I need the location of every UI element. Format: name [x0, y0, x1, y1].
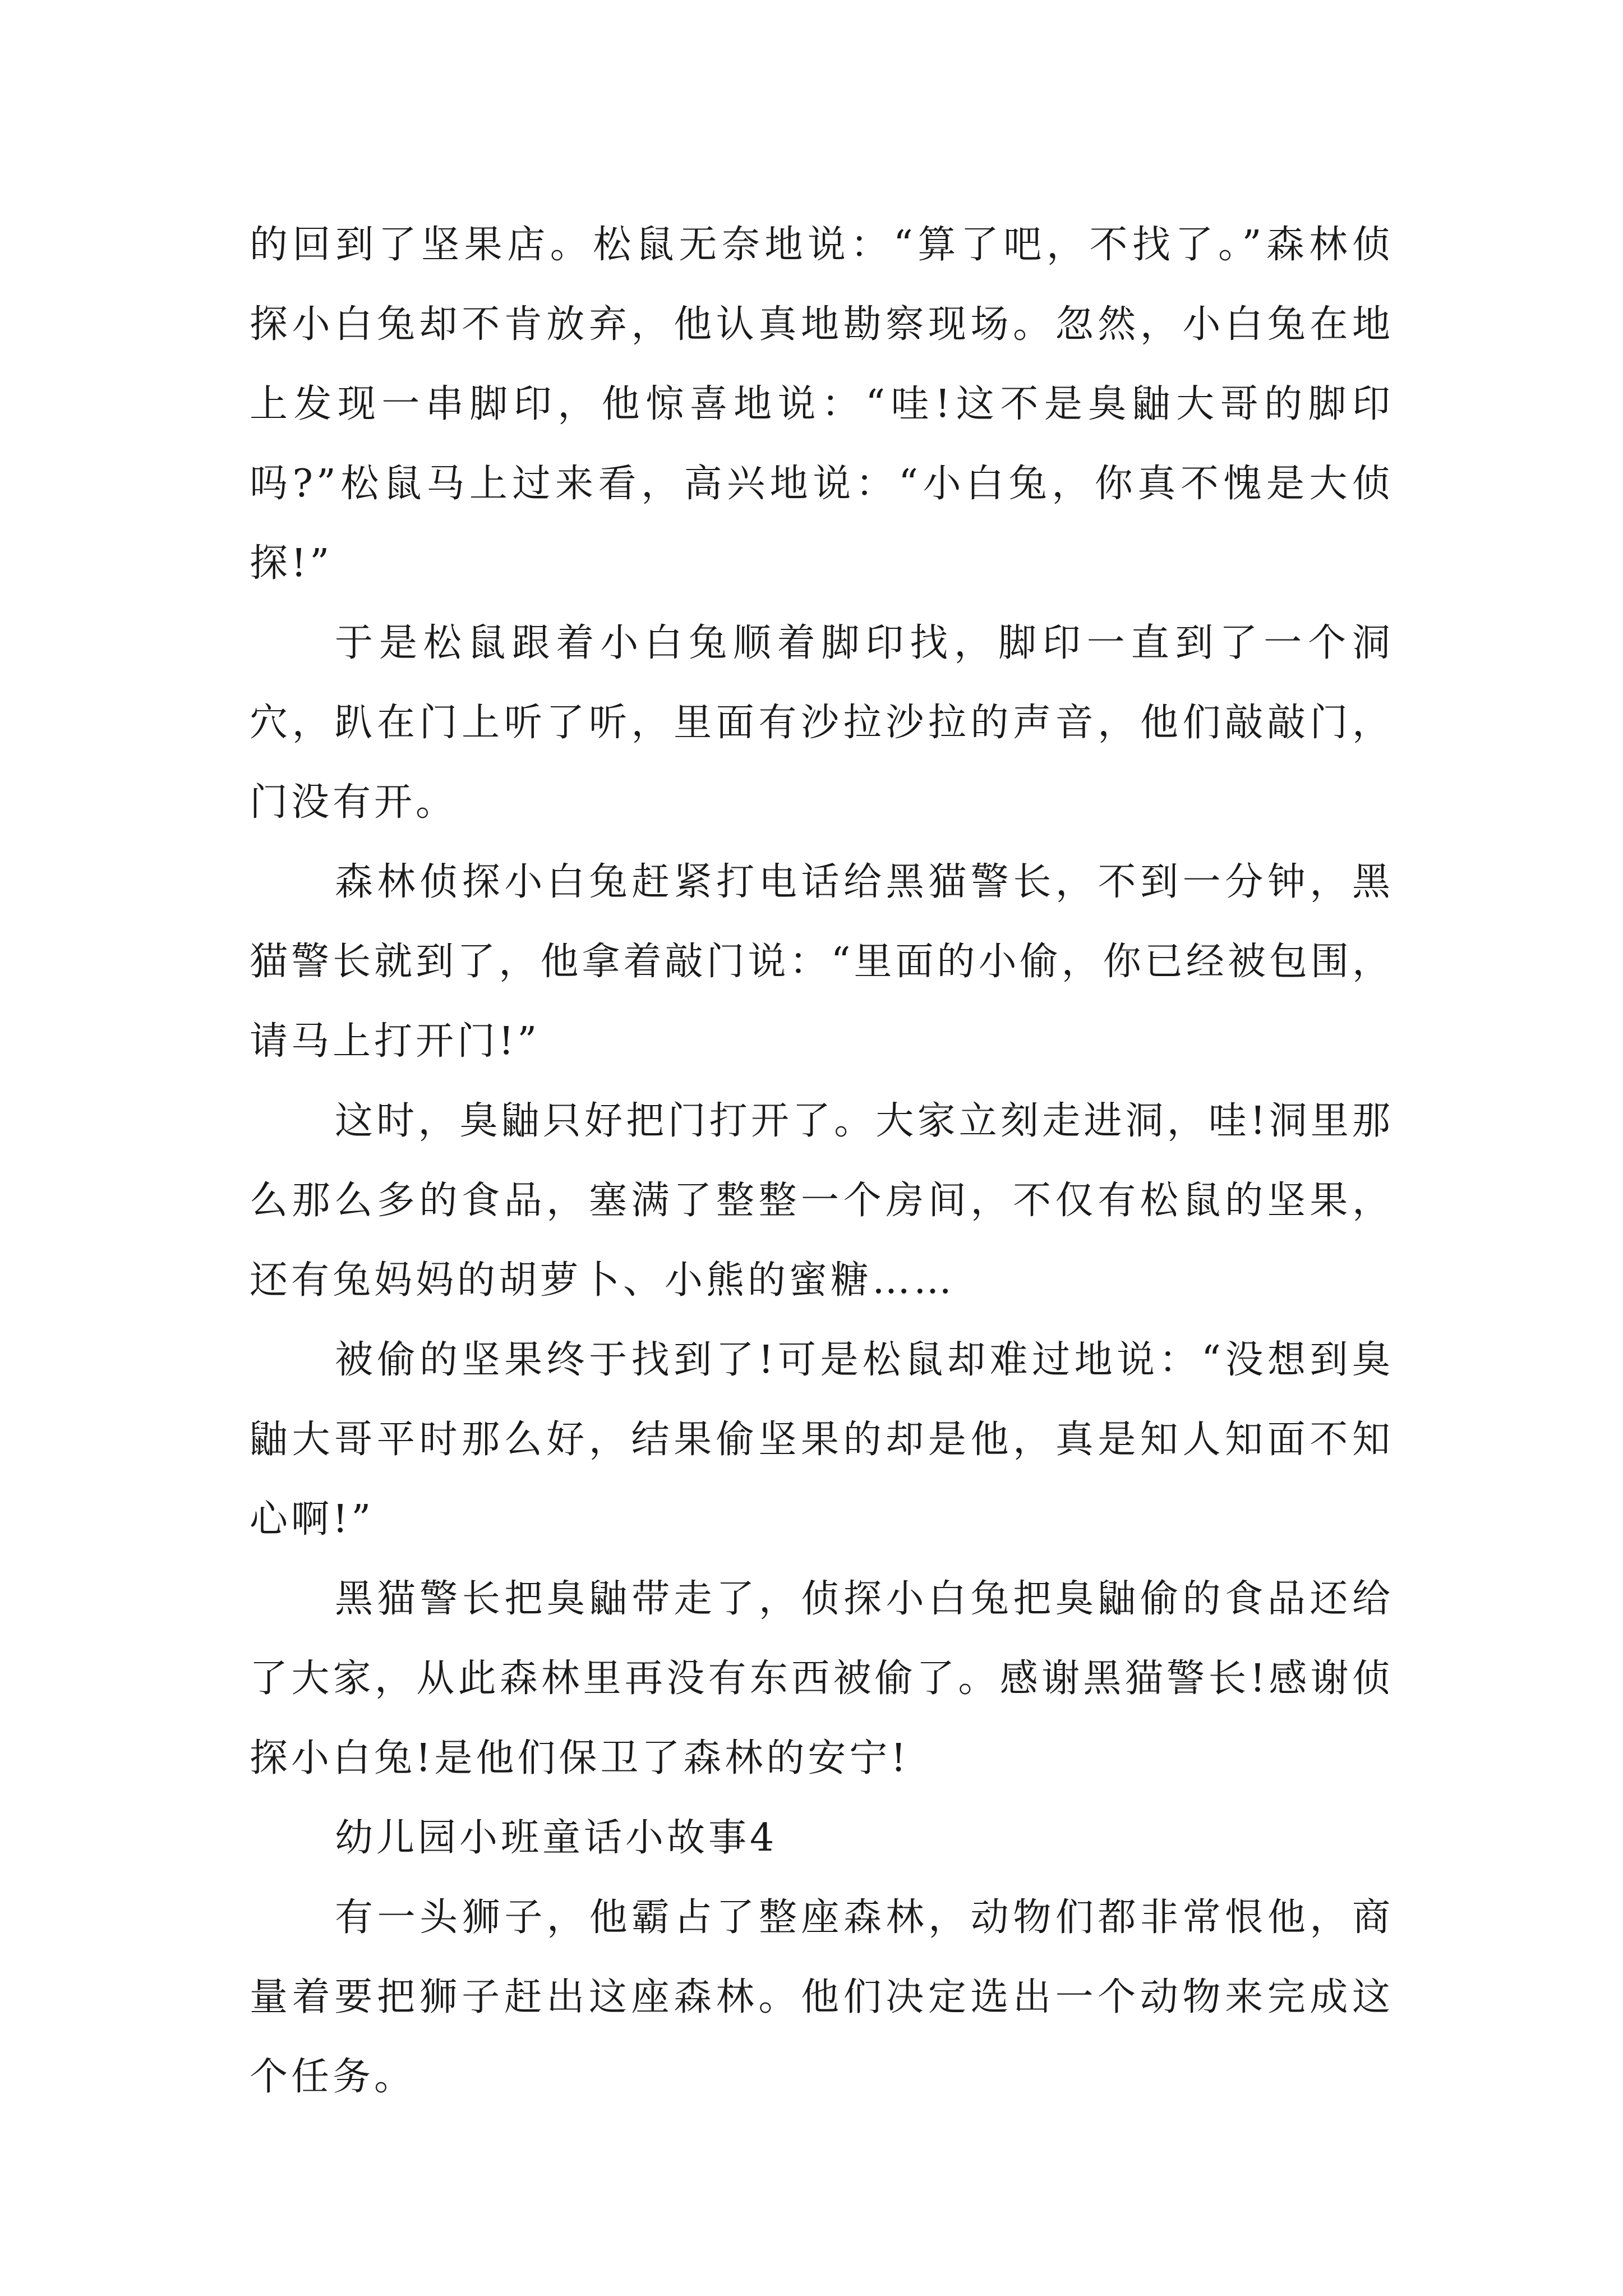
- paragraph-footprints: 于是松鼠跟着小白兔顺着脚印找，脚印一直到了一个洞穴，趴在门上听了听，里面有沙拉沙拉的声音，他们敲敲门，门没有开。: [250, 621, 1394, 825]
- story-heading: 幼儿园小班童话小故事4: [335, 1816, 778, 1860]
- paragraph-open-door: 这时，臭鼬只好把门打开了。大家立刻走进洞，哇!洞里那么那么多的食品，塞满了整整一个房间，不仅有松鼠的坚果，还有兔妈妈的胡萝卜、小熊的蜜糖……: [250, 1099, 1394, 1303]
- paragraph-lion-story: 有一头狮子，他霸占了整座森林，动物们都非常恨他，商量着要把狮子赶出这座森林。他们决定选出一个动物来完成这个任务。: [250, 1895, 1394, 2099]
- paragraph-continuation: 的回到了坚果店。松鼠无奈地说：“算了吧，不找了。”森林侦探小白兔却不肯放弃，他认真地勘察现场。忽然，小白兔在地上发现一串脚印，他惊喜地说：“哇!这不是臭鼬大哥的脚印吗?”松鼠马上过来看，高兴地说：“小白兔，你真不愧是大侦探!”: [250, 223, 1394, 586]
- paragraph-ending: 黑猫警长把臭鼬带走了，侦探小白兔把臭鼬偷的食品还给了大家，从此森林里再没有东西被偷了。感谢黑猫警长!感谢侦探小白兔!是他们保卫了森林的安宁!: [250, 1577, 1394, 1780]
- paragraph-found-nuts: 被偷的坚果终于找到了!可是松鼠却难过地说：“没想到臭鼬大哥平时那么好，结果偷坚果的却是他，真是知人知面不知心啊!”: [250, 1338, 1394, 1542]
- document-body: [250, 205, 1394, 2117]
- paragraph-call-police: 森林侦探小白兔赶紧打电话给黑猫警长，不到一分钟，黑猫警长就到了，他拿着敲门说：“里面的小偷，你已经被包围，请马上打开门!”: [250, 860, 1394, 1064]
